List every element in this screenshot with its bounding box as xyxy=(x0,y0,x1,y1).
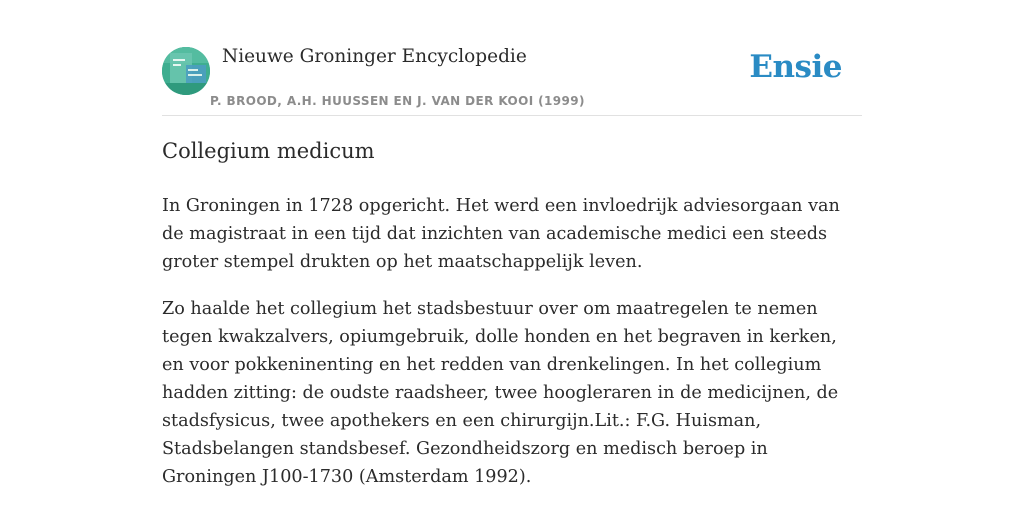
book-cover-icon[interactable] xyxy=(162,47,210,95)
entry-paragraph-2: Zo haalde het collegium het stadsbestuur over om maatregelen te nemen tegen kwakzalvers, opiumgebruik, dolle honden en het begraven in kerken, en voor pokkeninenting en het redden van drenkelingen. In het collegium hadden zitting: de oudste raadsheer, twee hoogleraren in de medicijnen, de stadsfysicus, twee apothekers en een chirurgijn.Lit.: F.G. Huisman, Stadsbelangen standsbesef. Gezondheidszorg en medisch beroep in Groningen J100-1730 (Amsterdam 1992). xyxy=(162,299,839,487)
source-header xyxy=(162,44,862,116)
entry-body xyxy=(162,192,862,510)
authors-byline: P. BROOD, A.H. HUUSSEN EN J. VAN DER KOOI (1999) xyxy=(210,94,585,108)
entry-title: Collegium medicum xyxy=(162,139,375,163)
ensie-logo[interactable]: Ensie xyxy=(749,49,842,85)
encyclopedia-title[interactable]: Nieuwe Groninger Encyclopedie xyxy=(222,46,527,67)
entry-paragraph-1: In Groningen in 1728 opgericht. Het werd een invloedrijk adviesorgaan van de magistraat in een tijd dat inzichten van academische medici een steeds groter stempel drukten op het maatschappelijk leven. xyxy=(162,196,840,272)
